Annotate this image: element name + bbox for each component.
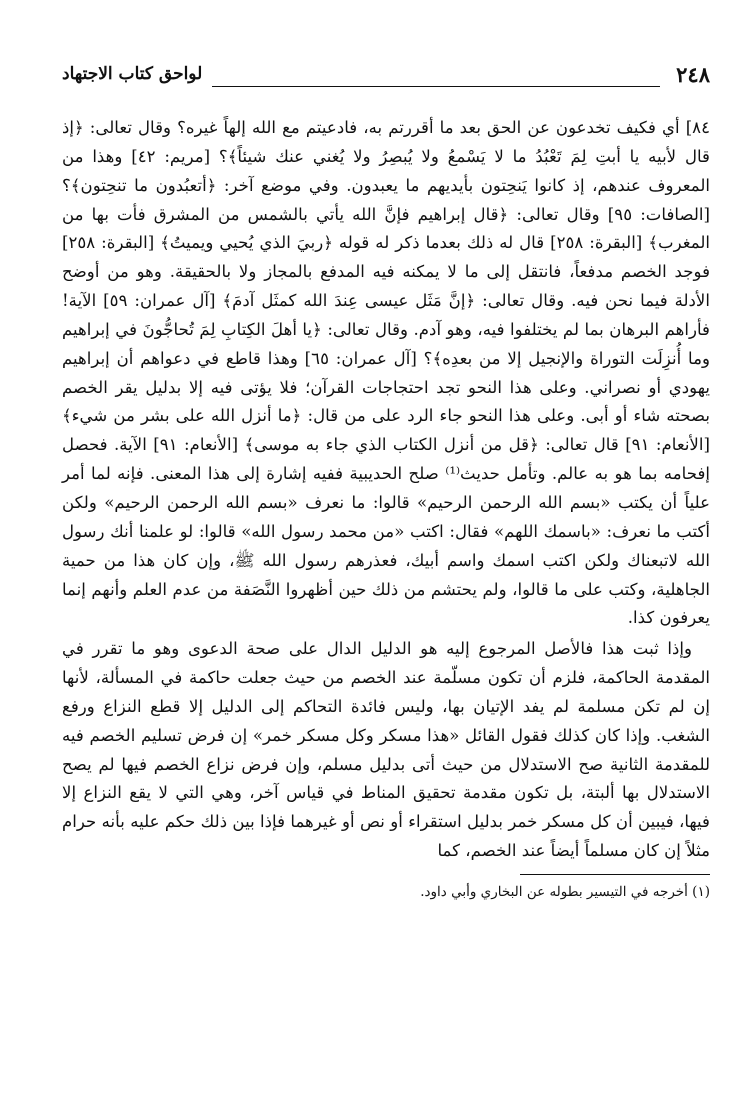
- page-number: ٢٤٨: [676, 62, 710, 87]
- header-rule: [212, 86, 660, 87]
- book-page: [62, 62, 710, 1062]
- body-paragraph-1: ٨٤] أي فكيف تخدعون عن الحق بعد ما أقررتم به، فادعيتم مع الله إلهاً غيره؟ وقال تعالى: ﴿إذ قال لأبيه يا أبتِ لِمَ تَعْبُدُ ما لا يَسْمعُ ولا يُبصِرُ ولا يُغني عنك شيئاً﴾؟ [مريم: ٤٢] وهذا من المعروف عندهم، إذ كانوا يَنحِتون بأيديهم ما يعبدون. وفي موضع آخر: ﴿أتعبُدون ما تنحِتون﴾؟ [الصافات: ٩٥] وقال تعالى: ﴿قال إبراهيم فإنَّ الله يأتي بالشمس من المشرق فأت بها من المغرب﴾ [البقرة: ٢٥٨] قال له ذلك بعدما ذكر له قوله ﴿ربيَ الذي يُحيي ويميتُ﴾ [البقرة: ٢٥٨] فوجد الخصم مدفعاً، فانتقل إلى ما لا يمكنه فيه المدفع بالمجاز ولا بالحقيقة. وهو من أوضح الأدلة فيما نحن فيه. وقال تعالى: ﴿إنَّ مَثَل عيسى عِندَ الله كمثَل آدمَ﴾ [آل عمران: ٥٩] الآية! فأراهم البرهان بما لم يختلفوا فيه، وهو آدم. وقال تعالى: ﴿يا أهلَ الكِتابِ لِمَ تُحاجُّونَ في إبراهيم وما أُنزِلَت التوراة والإنجيل إلا من بعدِه﴾؟ [آل عمران: ٦٥] وهذا قاطع في دعواهم أن إبراهيم يهودي أو نصراني. وعلى هذا النحو تجد احتجاجات القرآن؛ فلا يؤتى فيه إلا بدليل يقر الخصم بصحته شاء أو أبى. وعلى هذا النحو جاء الرد على من قال: ﴿ما أنزل الله على بشر من شيء﴾ [الأنعام: ٩١] قال تعالى: ﴿قل من أنزل الكتاب الذي جاء به موسى﴾ [الأنعام: ٩١] الآية. فحصل إفحامه بما هو به عالم. وتأمل حديث⁽¹⁾ صلح الحديبية ففيه إشارة إلى هذا المعنى. فإنه لما أمر علياً أن يكتب «بسم الله الرحمن الرحيم» قالوا: ما نعرف «بسم الله الرحمن الرحيم» ولكن أكتب ما نعرف: «باسمك اللهم» فقال: اكتب «من محمد رسول الله» قالوا: لو علمنا أنك رسول الله لاتبعناك ولكن اكتب اسمك واسم أبيك، فعذرهم رسول الله ﷺ، وإن كان هذا من حمية الجاهلية، وكتب على ما قالوا، ولم يحتشم من ذلك حين أظهروا النَّصَفة من عدم العلم وأنهم إنما يعرفون كذا.: [62, 118, 710, 628]
- footnote-rule: [520, 874, 710, 875]
- body-paragraph-2: وإذا ثبت هذا فالأصل المرجوع إليه هو الدليل الدال على صحة الدعوى وهو ما تقرر في المقدمة الحاكمة، فلزم أن تكون مسلّمة عند الخصم من حيث جعلت حاكمة في المسألة، لأنها إن لم تكن مسلمة لم يفد الإتيان بها، وليس فائدة التحاكم إلى الدليل إلا قطع النزاع ورفع الشغب. وإذا كان كذلك فقول القائل «هذا مسكر وكل مسكر خمر» إن فرض تسليم الخصم فيه للمقدمة الثانية صح الاستدلال من حيث أتى بدليل مسلم، وإن فرض نزاع الخصم فيها لم يصح الاستدلال بها ألبتة، بل تكون مقدمة تحقيق المناط في قياس آخر، وهي التي لا يقع النزاع إلا فيها، فيبين أن كل مسكر خمر بدليل استقراء أو نص أو غيرهما فإذا بين ذلك حكم عليه بأنه حرام مثلاً إن كان مسلماً أيضاً عند الخصم، كما: [62, 639, 710, 861]
- body-text: [62, 114, 710, 866]
- footnote: (١) أخرجه في التيسير بطوله عن البخاري وأبي داود.: [420, 883, 710, 900]
- running-title: لواحق كتاب الاجتهاد: [62, 64, 203, 84]
- page-header: [62, 62, 710, 92]
